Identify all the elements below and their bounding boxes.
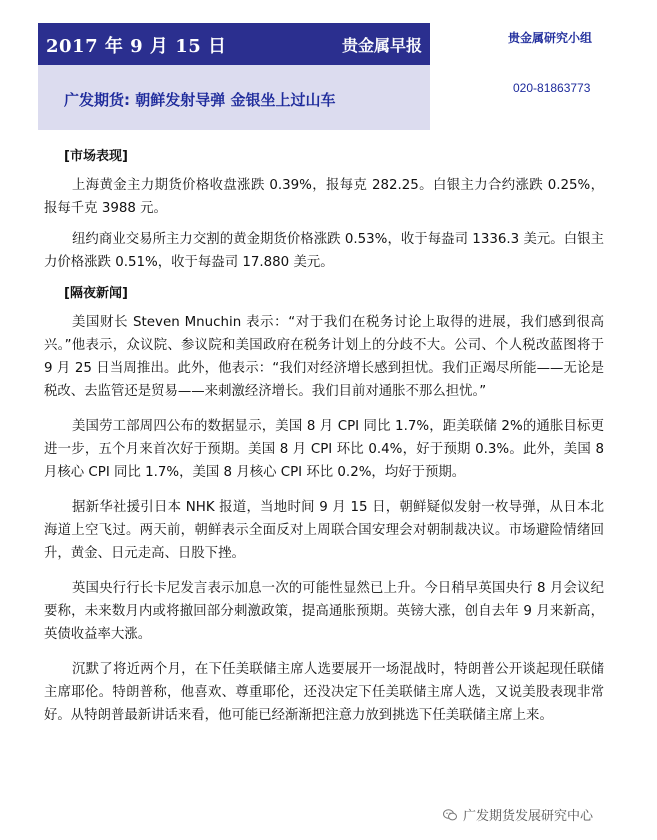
news-paragraph: 美国劳工部周四公布的数据显示，美国 8 月 CPI 同比 1.7%，距美联储 2%的通胀目标更进一步，五个月来首次好于预期。美国 8 月 CPI 环比 0.4%，好于预期 0.3%。此外，美国 8 月核心 CPI 同比 1.7%，美国 8 月核心 CPI 环比 0.2%，均好于预期。 [44,419,604,480]
news-paragraph: 英国央行行长卡尼发言表示加息一次的可能性显然已上升。今日稍早英国央行 8 月会议纪要称，未来数月内或将撤回部分刺激政策，提高通胀预期。英镑大涨，创自去年 9 月来新高，英债收益率大涨。 [44,581,604,642]
research-group: 贵金属研究小组 [508,31,593,45]
page-title: 广发期货: 朝鲜发射导弹 金银坐上过山车 [64,91,336,109]
report-content [44,139,604,739]
header-bar [38,23,430,65]
footer-brand: 广发期货发展研究中心 [463,809,594,824]
news-paragraph: 美国财长 Steven Mnuchin 表示：“对于我们在税务讨论上取得的进展，我们感到很高兴。”他表示，众议院、参议院和美国政府在税务计划上的分歧不大。公司、个人税改蓝图将于 9 月 25 日当周推出。此外，他表示：“我们对经济增长感到担忧。我们正竭尽所能——无论是税改、去监管还是贸易——来刺激经济增长。我们目前对通胀不那么担忧。” [44,315,604,399]
news-paragraph: 沉默了将近两个月，在下任美联储主席人选要展开一场混战时，特朗普公开谈起现任联储主席耶伦。特朗普称，他喜欢、尊重耶伦，还没决定下任美联储主席人选，又说美股表现非常好。从特朗普最新讲话来看，他可能已经渐渐把注意力放到挑选下任美联储主席上来。 [44,662,604,723]
contact-phone: 020-81863773 [513,81,591,95]
title-box [38,65,430,130]
report-date: 2017 年 9 月 15 日 [46,36,227,57]
footer-watermark [443,805,593,824]
news-paragraph: 据新华社援引日本 NHK 报道，当地时间 9 月 15 日，朝鲜疑似发射一枚导弹，从日本北海道上空飞过。两天前，朝鲜表示全面反对上周联合国安理会对朝制裁决议。市场避险情绪回升，黄金、日元走高、日股下挫。 [44,500,604,561]
market-paragraph: 纽约商业交易所主力交割的黄金期货价格涨跌 0.53%，收于每盎司 1336.3 美元。白银主力价格涨跌 0.51%，收于每盎司 17.880 美元。 [44,232,604,270]
report-type: 贵金属早报 [341,36,422,55]
market-heading: [市场表现] [64,149,128,164]
news-heading: [隔夜新闻] [64,286,128,301]
market-paragraph: 上海黄金主力期货价格收盘涨跌 0.39%，报每克 282.25。白银主力合约涨跌 0.25%，报每千克 3988 元。 [44,178,604,216]
wechat-icon [443,809,457,821]
